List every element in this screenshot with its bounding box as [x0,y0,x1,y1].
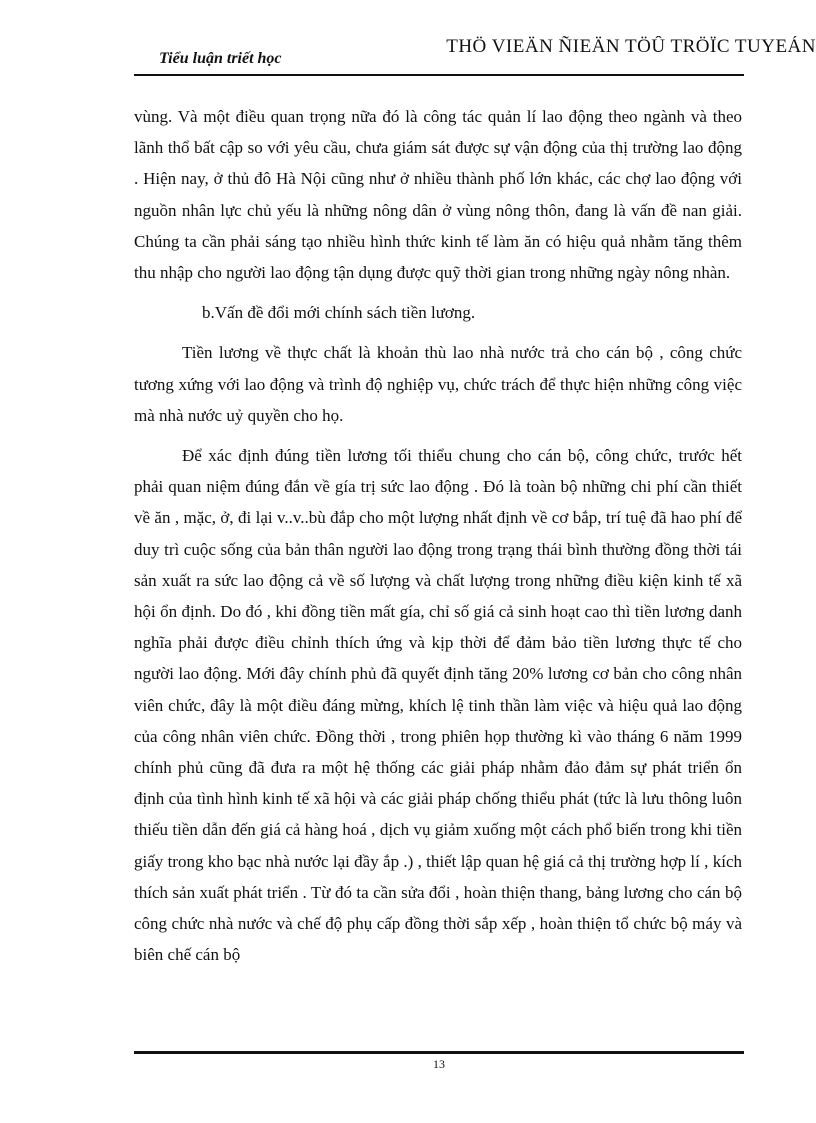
section-heading: b.Vấn đề đổi mới chính sách tiền lương. [202,303,476,323]
paragraph-minimum-wage: Để xác định đúng tiền lương tối thiểu chung cho cán bộ, công chức, trước hết phải quan niệm đúng đắn về gía trị sức lao động . Đó là toàn bộ những chi phí cần thiết về ăn , mặc, ở, đi lại v..v..bù đắp cho một lượng nhất định về cơ bắp, trí tuệ đã hao phí để duy trì cuộc sống của bản thân người lao động trong trạng thái bình thường đồng thời tái sản xuất ra sức lao động cả về số lượng và chất lượng trong những điều kiện kinh tế xã hội ổn định. Do đó , khi đồng tiền mất gía, chỉ số giá cả sinh hoạt cao thì tiền lương danh nghĩa phải được điều chỉnh thích ứng và kịp thời để đảm bảo tiền lương thực tế cho người lao động. Mới đây chính phủ đã quyết định tăng 20% lương cơ bản cho công nhân viên chức, đây là một điều đáng mừng, khích lệ tinh thần làm việc và hiệu quả lao động của công nhân viên chức. Đồng thời , trong phiên họp thường kì vào tháng 6 năm 1999 chính phủ cũng đã đưa ra một hệ thống các giải pháp nhằm đảo đảm sự phát triển ổn định của tình hình kinh tế xã hội và các giải pháp chống thiểu phát (tức là lưu thông luôn thiếu tiền dẫn đến giá cả hàng hoá , dịch vụ giảm xuống một cách phổ biến trong khi tiền giấy trong kho bạc nhà nước lại đầy ắp .) , thiết lập quan hệ giá cả thị trường hợp lí , kích thích sản xuất phát triển . Từ đó ta cần sửa đổi , hoàn thiện thang, bảng lương cho cán bộ công chức nhà nước và chế độ phụ cấp đồng thời sắp xếp , hoàn thiện tổ chức bộ máy và biên chế cán bộ [134,446,742,965]
paragraph-continued: vùng. Và một điều quan trọng nữa đó là công tác quản lí lao động theo ngành và theo lãnh thổ bất cập so với yêu cầu, chưa giám sát được sự vận động của thị trường lao động . Hiện nay, ở thủ đô Hà Nội cũng như ở nhiều thành phố lớn khác, các chợ lao động với nguồn nhân lực chủ yếu là những nông dân ở vùng nông thôn, đang là vấn đề nan giải. Chúng ta cần phải sáng tạo nhiều hình thức kinh tế làm ăn có hiệu quả nhằm tăng thêm thu nhập cho người lao động tận dụng được quỹ thời gian trong những ngày nông nhàn. [134,107,742,283]
paragraph-salary-definition: Tiền lương về thực chất là khoản thù lao nhà nước trả cho cán bộ , công chức tương xứng với lao động và trình độ nghiệp vụ, chức trách để thực hiện những công việc mà nhà nước uỷ quyền cho họ. [134,343,742,425]
page-body [134,101,742,979]
header-document-title: Tiểu luận triết học [159,50,282,67]
footer-divider [134,1051,744,1054]
header-site-title: THÖ VIEÄN ÑIEÄN TÖÛ TRÖÏC TUYEÁN [446,36,816,57]
header-divider [134,74,744,76]
page-number: 13 [433,1057,445,1071]
